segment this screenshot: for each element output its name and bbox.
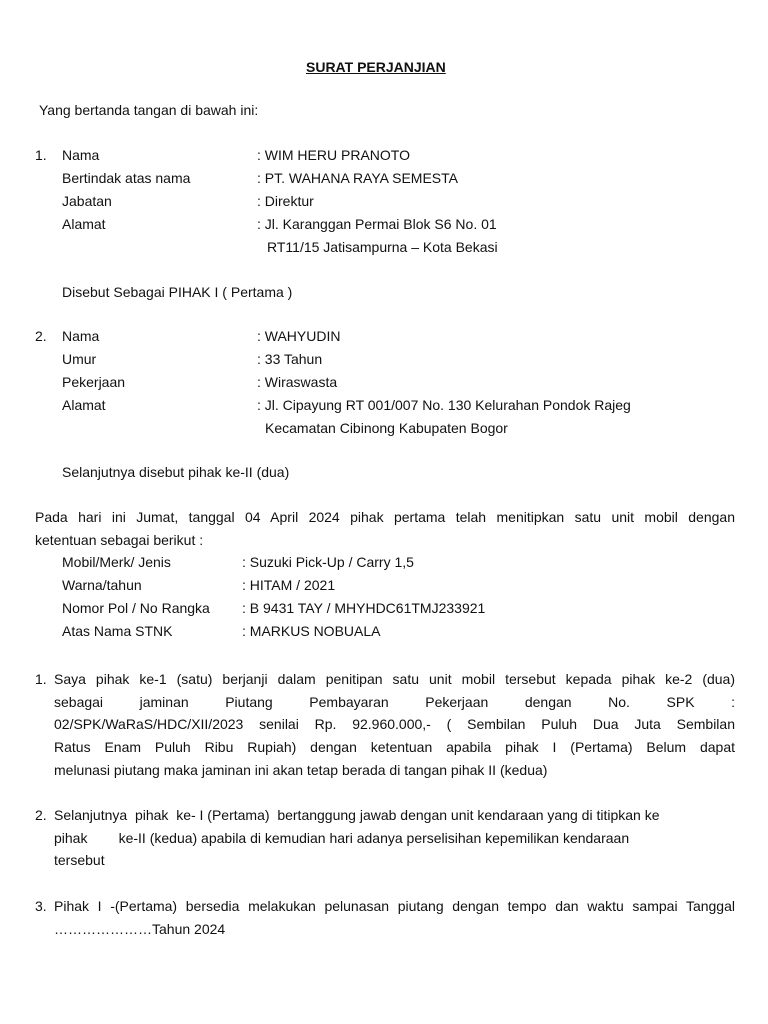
clause-1-text <box>54 668 735 782</box>
clause-line: tersebut <box>54 852 105 869</box>
vehicle-type-value: : Suzuki Pick-Up / Carry 1,5 <box>242 554 414 570</box>
party-2-address-label: Alamat <box>62 397 106 413</box>
party-2-number: 2. <box>35 328 47 344</box>
vehicle-owner-value: : MARKUS NOBUALA <box>242 623 381 639</box>
vehicle-color-value: : HITAM / 2021 <box>242 577 336 593</box>
intro-text: Yang bertanda tangan di bawah ini: <box>39 102 259 118</box>
party-2-occupation-value: : Wiraswasta <box>257 374 338 390</box>
vehicle-type-label: Mobil/Merk/ Jenis <box>62 554 171 570</box>
party-1-address-line2: RT11/15 Jatisampurna – Kota Bekasi <box>267 239 498 255</box>
deposit-line: ketentuan sebagai berikut : <box>35 531 204 548</box>
party-1-address-value: : Jl. Karanggan Permai Blok S6 No. 01 <box>257 216 497 232</box>
clause-line: …………………Tahun 2024 <box>54 920 226 937</box>
party-1-name-value: : WIM HERU PRANOTO <box>257 147 410 163</box>
party-1-number: 1. <box>35 147 47 163</box>
clause-1-number: 1. <box>35 671 47 687</box>
clause-2-text <box>54 804 704 872</box>
clause-3-number: 3. <box>35 898 47 914</box>
vehicle-color-label: Warna/tahun <box>62 577 142 593</box>
party-2-age-label: Umur <box>62 351 97 367</box>
party-1-address-label: Alamat <box>62 216 106 232</box>
clause-line: Selanjutnya pihak ke- I (Pertama) bertanggung jawab dengan unit kendaraan yang di titipkan ke <box>54 807 660 823</box>
party-2-address-value: : Jl. Cipayung RT 001/007 No. 130 Kelurahan Pondok Rajeg <box>257 397 631 413</box>
clause-line: pihak ke-II (kedua) apabila di kemudian hari adanya perselisihan kepemilikan kendaraan <box>54 829 630 846</box>
party-2-age-value: : 33 Tahun <box>257 351 323 367</box>
party-1-position-label: Jabatan <box>62 193 112 209</box>
clause-line: sebagai jaminan Piutang Pembayaran Pekerjaan dengan No. SPK : <box>54 693 735 710</box>
document-title: SURAT PERJANJIAN <box>306 59 446 75</box>
vehicle-plate-value: : B 9431 TAY / MHYHDC61TMJ233921 <box>242 600 486 616</box>
party-1-acting-value: : PT. WAHANA RAYA SEMESTA <box>257 170 458 186</box>
party-2-designation: Selanjutnya disebut pihak ke-II (dua) <box>62 464 290 480</box>
deposit-line: Pada hari ini Jumat, tanggal 04 April 2024 pihak pertama telah menitipkan satu unit mobil dengan <box>35 509 735 525</box>
clause-line: 02/SPK/WaRaS/HDC/XII/2023 senilai Rp. 92.960.000,- ( Sembilan Puluh Dua Juta Sembilan <box>54 716 735 733</box>
party-1-designation: Disebut Sebagai PIHAK I ( Pertama ) <box>62 284 293 300</box>
party-1-name-label: Nama <box>62 147 100 163</box>
party-2-address-line2: Kecamatan Cibinong Kabupaten Bogor <box>265 420 508 436</box>
party-1-position-value: : Direktur <box>257 193 314 209</box>
clause-line: melunasi piutang maka jaminan ini akan tetap berada di tangan pihak II (kedua) <box>54 761 548 778</box>
vehicle-plate-label: Nomor Pol / No Rangka <box>62 600 210 616</box>
clause-3-text <box>54 895 735 940</box>
vehicle-owner-label: Atas Nama STNK <box>62 623 173 639</box>
party-2-occupation-label: Pekerjaan <box>62 374 126 390</box>
party-1-acting-label: Bertindak atas nama <box>62 170 191 186</box>
clause-line: Ratus Enam Puluh Ribu Rupiah) dengan ketentuan apabila pihak I (Pertama) Belum dapat <box>54 739 735 756</box>
clause-2-number: 2. <box>35 807 47 823</box>
party-2-name-label: Nama <box>62 328 100 344</box>
clause-line: Saya pihak ke-1 (satu) berjanji dalam penitipan satu unit mobil tersebut kepada pihak ke-2 (dua) <box>54 671 735 687</box>
clause-line: Pihak I -(Pertama) bersedia melakukan pelunasan piutang dengan tempo dan waktu sampai Tanggal <box>54 898 735 914</box>
party-2-name-value: : WAHYUDIN <box>257 328 341 344</box>
deposit-statement <box>35 506 735 551</box>
